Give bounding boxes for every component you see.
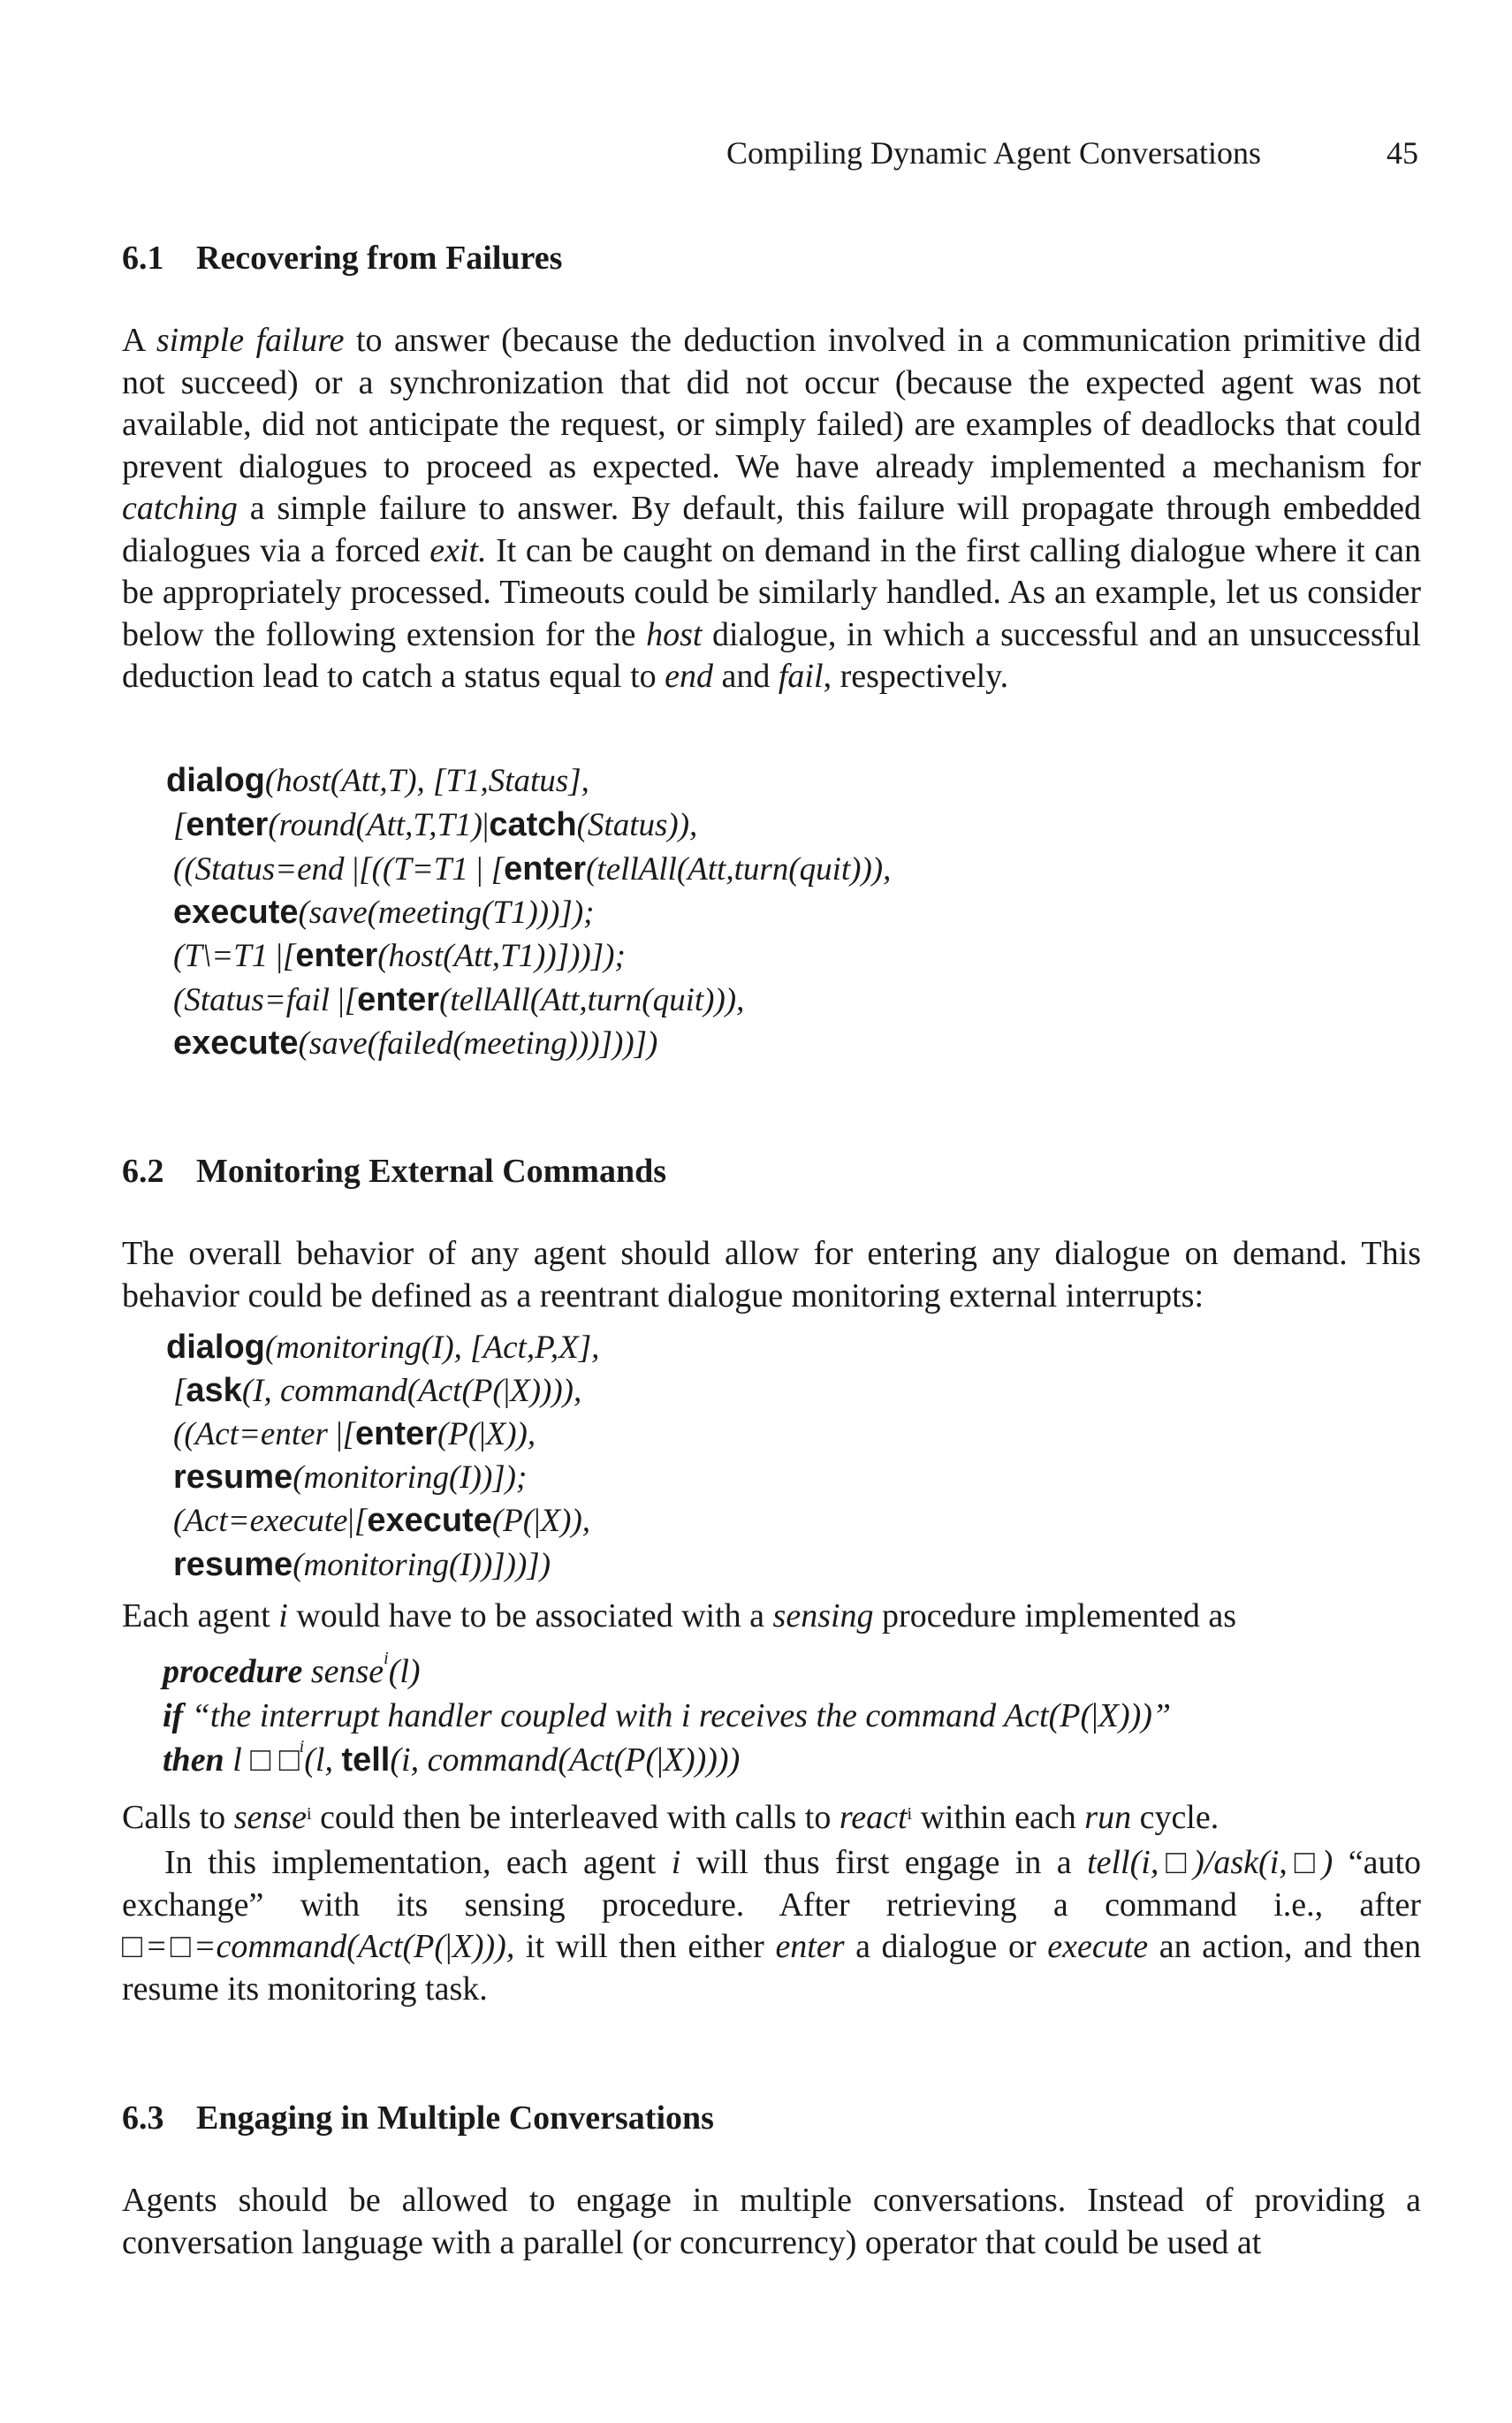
text-run: Calls to xyxy=(122,1799,234,1836)
text-run: dialogue, in which a successful and an unsuccessful deduction lead to catch a status equal to xyxy=(122,615,1421,695)
bar-symbol: | xyxy=(534,1503,541,1539)
procedure-keyword: procedure xyxy=(163,1653,303,1690)
code-text: [ xyxy=(344,982,358,1018)
code-text: “the interrupt handler coupled with i receives the command Act(P( xyxy=(183,1697,1092,1734)
section-number: 6.1 xyxy=(122,240,164,277)
code-text: [ xyxy=(482,851,505,888)
emphasis: run xyxy=(1084,1799,1132,1836)
section-6-3-heading xyxy=(122,2099,714,2137)
code-line xyxy=(173,1459,527,1497)
keyword: enter xyxy=(355,1415,437,1452)
keyword: dialog xyxy=(166,1329,265,1366)
emphasis: i xyxy=(671,1844,681,1881)
superscript: i xyxy=(384,1649,389,1668)
code-text: (monitoring(I))]))]) xyxy=(293,1547,551,1583)
text-run: it will then either xyxy=(514,1928,776,1965)
text-run: In this implementation, each agent xyxy=(164,1844,672,1881)
text-run: “auto exchange” with its sensing procedure. After retrieving a command i.e., after xyxy=(122,1844,1422,1924)
text-run: Each agent xyxy=(122,1597,279,1634)
emphasis: simple failure xyxy=(156,322,345,359)
bar-symbol: | xyxy=(336,1416,343,1452)
section-number: 6.3 xyxy=(122,2099,164,2137)
section-title: Engaging in Multiple Conversations xyxy=(196,2099,714,2137)
code-text: (monitoring(I), [Act,P,X], xyxy=(264,1330,600,1366)
code-line xyxy=(173,937,626,975)
superscript: i xyxy=(307,1804,312,1824)
code-text: (host(Att,T), [T1,Status], xyxy=(264,763,589,799)
text-run: cycle. xyxy=(1131,1799,1219,1836)
section-6-2-paragraph-1: The overall behavior of any agent should allow for entering any dialogue on demand. This behavior could be defined as a reentrant dialogue monitoring external interrupts: xyxy=(122,1235,1421,1314)
code-text: ((Status=end xyxy=(173,851,353,888)
code-text: [ xyxy=(282,938,296,974)
keyword: execute xyxy=(173,1025,299,1062)
code-text: (Act=execute xyxy=(173,1503,348,1539)
superscript: i xyxy=(907,1804,913,1824)
bar-symbol: | xyxy=(276,938,283,974)
code-text: (tellAll(Att,turn(quit))), xyxy=(586,851,892,888)
code-line xyxy=(173,850,891,888)
code-text: X)), xyxy=(485,1416,536,1452)
code-text: X)))), xyxy=(510,1373,582,1409)
code-text: (P( xyxy=(437,1416,480,1452)
text-run: would have to be associated with a xyxy=(287,1597,773,1634)
bar-symbol: | xyxy=(1091,1697,1098,1734)
code-line xyxy=(173,1415,536,1453)
code-text: (Status)), xyxy=(576,807,698,843)
code-text: [ xyxy=(342,1416,356,1452)
code-text: ((Act=enter xyxy=(173,1416,337,1452)
code-text: (I, command(Act(P( xyxy=(241,1373,504,1409)
emphasis: sense xyxy=(233,1799,307,1836)
code-text: [ xyxy=(353,1503,368,1539)
emphasis: i xyxy=(278,1597,288,1634)
section-6-1-heading xyxy=(122,239,562,278)
bar-symbol: | xyxy=(352,851,360,888)
keyword: resume xyxy=(173,1546,293,1583)
code-text: (i, command(Act(P( xyxy=(390,1741,657,1779)
section-6-2-paragraph-3 xyxy=(122,1797,1421,1840)
emphasis: tell(i,□)/ask(i,□) xyxy=(1087,1844,1333,1881)
keyword: enter xyxy=(186,806,269,843)
emphasis: sensing xyxy=(772,1597,874,1634)
keyword: tell xyxy=(341,1741,391,1779)
code-text: (T\=T1 xyxy=(173,938,277,974)
code-line xyxy=(173,981,744,1019)
section-6-3-paragraph: Agents should be allowed to engage in multiple conversations. Instead of providing a conversation language with a parallel (or concurrency) operator that could be used at xyxy=(122,2182,1421,2261)
emphasis: execute xyxy=(1047,1928,1149,1965)
text-run: will thus first engage in a xyxy=(680,1844,1088,1881)
code-text: (round(Att,T,T1) xyxy=(268,807,482,843)
keyword: enter xyxy=(295,937,378,974)
code-text: X)), xyxy=(540,1503,591,1539)
code-text: (monitoring(I))]); xyxy=(293,1459,528,1496)
emphasis: host xyxy=(646,615,703,653)
text-run: a simple failure to answer. By default, this failure will propagate through embedded dialogues via a forced xyxy=(122,490,1421,569)
code-text: l □ □ xyxy=(224,1741,300,1779)
section-6-2-paragraph-4 xyxy=(122,1842,1421,2010)
emphasis: □=□=command(Act(P( xyxy=(122,1928,446,1965)
keyword: catch xyxy=(489,806,577,843)
section-6-2-paragraph-2 xyxy=(122,1596,1421,1638)
code-text: (P( xyxy=(491,1503,535,1539)
keyword: resume xyxy=(173,1459,293,1496)
section-number: 6.2 xyxy=(122,1153,164,1190)
code-text: (l) xyxy=(388,1653,421,1690)
text-run: It can be caught on demand in the first calling dialogue where it can be appropriately processed. Timeouts could be similarly handled. As an example, let us consider below the following extension for the xyxy=(122,531,1422,653)
code-text: [((T=T1 xyxy=(359,851,477,888)
code-text: (l, xyxy=(304,1741,342,1779)
emphasis: enter xyxy=(775,1928,845,1965)
text-run: procedure implemented as xyxy=(873,1597,1236,1634)
text-run: could then be interleaved with calls to xyxy=(311,1799,840,1836)
code-line xyxy=(173,894,594,932)
code-line xyxy=(173,1502,590,1540)
running-title: Compiling Dynamic Agent Conversations xyxy=(726,135,1261,171)
emphasis: end xyxy=(665,658,713,695)
emphasis: fail xyxy=(778,658,824,695)
procedure-line xyxy=(163,1649,421,1691)
procedure-line xyxy=(163,1696,1171,1735)
section-6-2-heading xyxy=(122,1152,666,1191)
code-line xyxy=(166,1329,599,1367)
text-run: a dialogue or xyxy=(844,1928,1048,1965)
code-text: (save(meeting(T1)))]); xyxy=(298,895,595,931)
code-text: X)))” xyxy=(1098,1697,1172,1734)
text-run: within each xyxy=(912,1799,1085,1836)
emphasis: X))), xyxy=(452,1928,515,1965)
code-text: (Status=fail xyxy=(173,982,338,1018)
code-line xyxy=(173,1025,657,1063)
code-text: sense xyxy=(302,1653,384,1690)
section-title: Monitoring External Commands xyxy=(196,1153,666,1190)
bar-symbol: | xyxy=(479,1416,486,1452)
keyword: execute xyxy=(367,1502,492,1539)
text-run: to answer (because the deduction involved in a communication primitive did not succeed) or a synchronization that did not occur (because the expected agent was not available, did not anticipate the request, or simply failed) are examples of deadlocks that could prevent dialogues to proceed as expected. We have already implemented a mechanism for xyxy=(122,322,1421,485)
keyword: dialog xyxy=(166,762,265,799)
bar-symbol: | xyxy=(476,851,483,888)
bar-symbol: | xyxy=(657,1741,664,1779)
page-number: 45 xyxy=(1387,135,1418,171)
code-text: X))))) xyxy=(663,1741,741,1779)
bar-symbol: | xyxy=(347,1503,354,1539)
procedure-line xyxy=(163,1737,741,1779)
code-text: [ xyxy=(173,1373,186,1409)
section-6-1-paragraph xyxy=(122,320,1421,698)
then-keyword: then xyxy=(163,1741,224,1779)
code-text: (save(failed(meeting)))]))]) xyxy=(298,1025,658,1062)
bar-symbol: | xyxy=(503,1373,511,1409)
keyword: execute xyxy=(173,894,299,931)
bar-symbol: | xyxy=(445,1928,452,1965)
code-text: [ xyxy=(173,807,186,843)
text-run: A xyxy=(122,322,156,359)
code-line xyxy=(166,762,589,800)
if-keyword: if xyxy=(163,1697,184,1734)
code-text: (tellAll(Att,turn(quit))), xyxy=(439,982,745,1018)
emphasis: exit. xyxy=(429,531,487,569)
text-run: and xyxy=(713,658,779,695)
code-text: (host(Att,T1))]))]); xyxy=(377,938,626,974)
superscript: i xyxy=(299,1737,305,1756)
emphasis: catching xyxy=(122,490,238,527)
emphasis: react xyxy=(839,1799,908,1836)
code-line xyxy=(173,1372,581,1410)
bar-symbol: | xyxy=(338,982,345,1018)
code-line xyxy=(173,1546,551,1584)
bar-symbol: | xyxy=(482,807,490,843)
text-run: , respectively. xyxy=(823,658,1009,695)
keyword: enter xyxy=(357,981,440,1018)
code-line xyxy=(173,806,697,844)
keyword: ask xyxy=(186,1372,242,1409)
section-title: Recovering from Failures xyxy=(196,240,563,277)
text-run: an action, and then resume its monitoring task. xyxy=(122,1928,1421,2008)
keyword: enter xyxy=(504,850,587,888)
